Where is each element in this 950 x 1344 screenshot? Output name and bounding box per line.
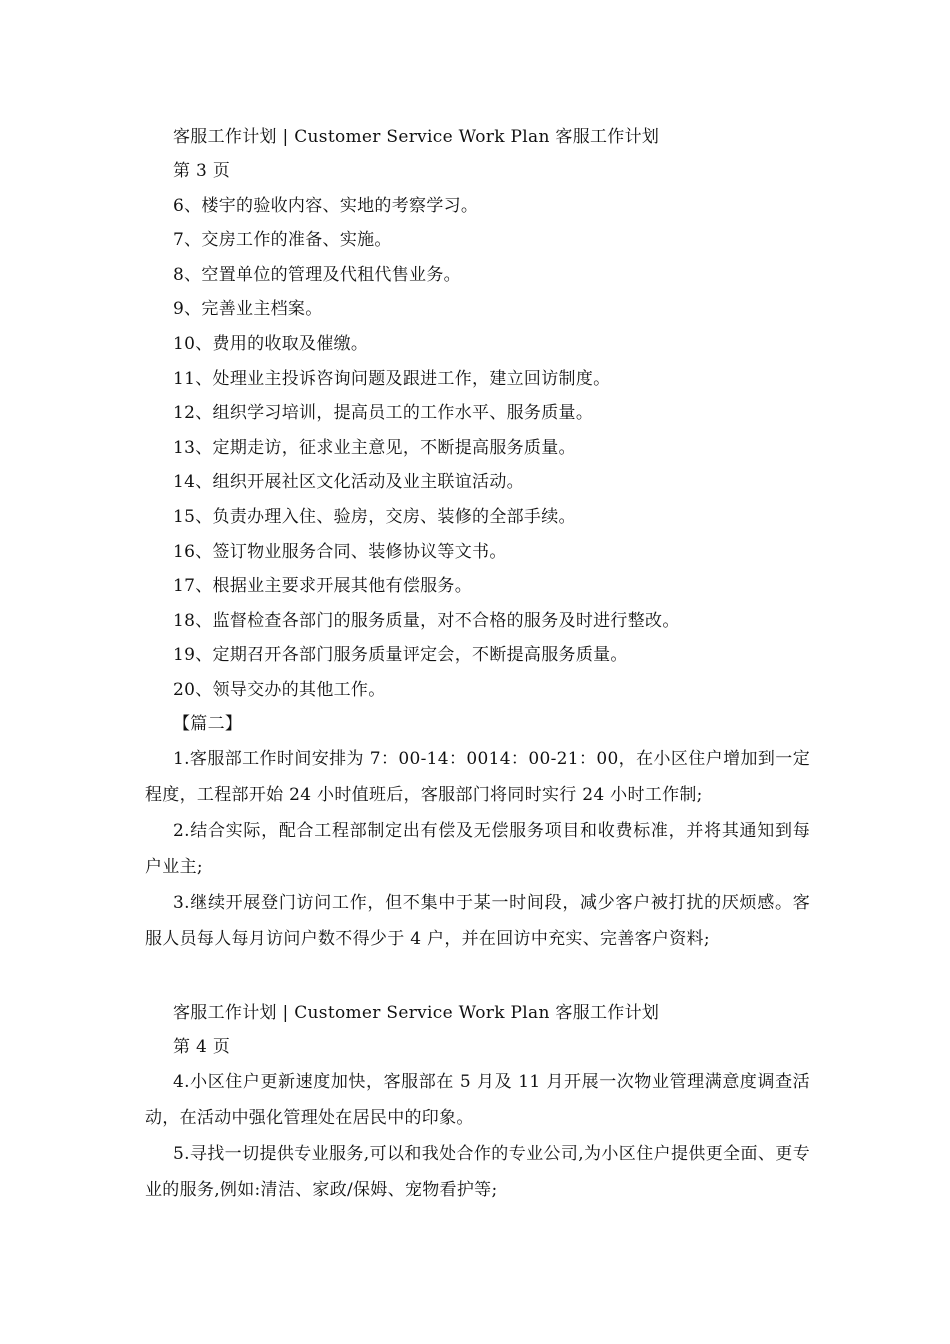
list-item: 13、定期走访，征求业主意见，不断提高服务质量。 xyxy=(173,438,576,458)
running-header: 客服工作计划 | Customer Service Work Plan 客服工作计划 xyxy=(173,1003,660,1023)
paragraph: 5.寻找一切提供专业服务,可以和我处合作的专业公司,为小区住户提供更全面、更专业的服务,例如:清洁、家政/保姆、宠物看护等; xyxy=(145,1144,810,1200)
page-number: 第 3 页 xyxy=(173,161,231,181)
list-item: 18、监督检查各部门的服务质量，对不合格的服务及时进行整改。 xyxy=(173,611,680,631)
list-item: 6、楼宇的验收内容、实地的考察学习。 xyxy=(173,196,479,216)
list-item: 12、组织学习培训，提高员工的工作水平、服务质量。 xyxy=(173,403,594,423)
list-item: 7、交房工作的准备、实施。 xyxy=(173,230,392,250)
list-item: 9、完善业主档案。 xyxy=(173,299,323,319)
list-item: 20、领导交办的其他工作。 xyxy=(173,680,386,700)
list-item: 10、费用的收取及催缴。 xyxy=(173,334,369,354)
list-item: 17、根据业主要求开展其他有偿服务。 xyxy=(173,576,473,596)
list-item: 16、签订物业服务合同、装修协议等文书。 xyxy=(173,542,507,562)
running-header: 客服工作计划 | Customer Service Work Plan 客服工作计划 xyxy=(173,127,660,147)
list-item: 11、处理业主投诉咨询问题及跟进工作，建立回访制度。 xyxy=(173,369,611,389)
list-item: 19、定期召开各部门服务质量评定会，不断提高服务质量。 xyxy=(173,645,628,665)
list-item: 14、组织开展社区文化活动及业主联谊活动。 xyxy=(173,472,524,492)
paragraph: 1.客服部工作时间安排为 7：00-14：0014：00-21：00，在小区住户增加到一定程度，工程部开始 24 小时值班后，客服部门将同时实行 24 小时工作制; xyxy=(145,749,810,805)
paragraph: 4.小区住户更新速度加快，客服部在 5 月及 11 月开展一次物业管理满意度调查活动，在活动中强化管理处在居民中的印象。 xyxy=(145,1072,810,1128)
section-heading: 【篇二】 xyxy=(173,714,243,734)
list-item: 8、空置单位的管理及代租代售业务。 xyxy=(173,265,461,285)
list-item: 15、负责办理入住、验房，交房、装修的全部手续。 xyxy=(173,507,576,527)
page-number: 第 4 页 xyxy=(173,1037,231,1057)
paragraph: 3.继续开展登门访问工作，但不集中于某一时间段，减少客户被打扰的厌烦感。客服人员每人每月访问户数不得少于 4 户，并在回访中充实、完善客户资料; xyxy=(145,893,810,949)
paragraph: 2.结合实际，配合工程部制定出有偿及无偿服务项目和收费标准，并将其通知到每户业主; xyxy=(145,821,810,877)
